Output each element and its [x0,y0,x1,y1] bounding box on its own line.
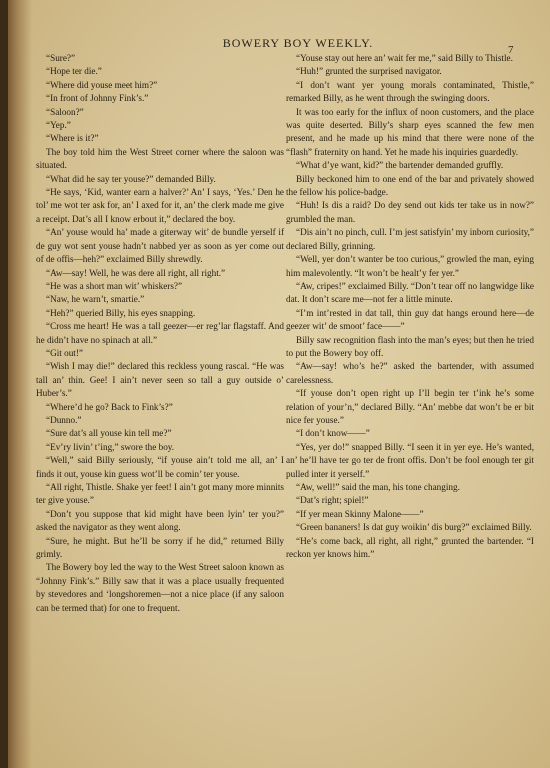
paragraph: “Aw, cripes!” exclaimed Billy. “Don’t tear off no langwidge like dat. It don’t scare me—not fer a little minute. [286,280,534,305]
paragraph: “Cross me heart! He was a tall geezer—er reg’lar flagstaff. And he didn’t have no spinach at all.” [36,321,284,345]
paragraph: “All right, Thistle. Shake yer feet! I ain’t got many more minnits ter give youse.” [36,482,284,506]
paragraph: The Bowery boy led the way to the West Street saloon known as “Johnny Fink’s.” Billy saw that it was a place usually frequented by stevedores and ‘longshoremen—not a nice place (if any saloon can be termed that) for one to frequent. [36,562,284,613]
paragraph: “An’ youse would ha’ made a giterway wit’ de bundle yerself if de guy wot sent youse hadn’t nabbed yer as soon as yer come out of de offis—heh?” exclaimed Billy shrewdly. [36,227,284,265]
page-number: 7 [508,44,514,56]
paragraph: “Aw, well!” said the man, his tone changing. [296,482,460,492]
paragraph: “Naw, he warn’t, smartie.” [46,294,145,305]
paragraph: “Huh! Is dis a raid? Do dey send out kids ter take us in now?” grumbled the man. [286,200,534,224]
paragraph: “Sure, he might. But he’ll be sorry if he did,” returned Billy grimly. [36,535,284,560]
paragraph: “Dat’s right; spiel!” [296,495,369,506]
paragraph: “Ev’ry livin’ t’ing,” swore the boy. [46,441,175,452]
paragraph: “Yes, yer do!” snapped Billy. “I seen it in yer eye. He’s wanted, an’ he’ll have ter go ter de front offis. Don’t be fool enough ter git pulled inter it yerself.” [286,441,534,479]
paragraph: “Green bananers! Is dat guy woikin’ dis burg?” exclaimed Billy. [296,522,532,533]
paragraph: “Well,” said Billy seriously, “if youse ain’t told me all, an’ I finds it out, youse kin guess wot’ll be comin’ ter youse. [36,455,284,479]
paragraph: “Where’d he go? Back to Fink’s?” [46,401,173,412]
paragraph: “Saloon?” [46,106,84,117]
paragraph: “He’s come back, all right, all right,” grunted the bartender. “I reckon yer knows him.” [286,535,534,560]
paragraph: The boy told him the West Street corner where the saloon was situated. [36,146,284,171]
paragraph: “Huh!” grunted the surprised navigator. [296,66,442,77]
paragraph: “Heh?” queried Billy, his eyes snapping. [46,307,196,318]
paragraph: “Wish I may die!” declared this reckless young rascal. “He was tall an’ thin. Gee! I ain’t never seen so tall a guy outside o’ Huber’s.” [36,361,284,399]
paragraph: “Where did youse meet him?” [46,79,158,90]
running-title: BOWERY BOY WEEKLY. [222,36,374,50]
paragraph: “Git out!” [46,347,83,358]
paragraph: “I’m int’rested in dat tall, thin guy dat hangs eround here—de geezer wit’ de smoot’ face——” [286,307,534,332]
paragraph: “I don’t know——” [296,428,370,439]
paragraph: “I don’t want yer young morals contaminated, Thistle,” remarked Billy, as he went through the swinging doors. [286,79,534,104]
page-spine-shadow [8,0,32,768]
right-column [286,52,534,561]
paragraph: “Aw—say! Well, he was dere all right, all right.” [46,267,226,278]
paragraph: “Sure?” [46,53,76,63]
paragraph: “What d’ye want, kid?” the bartender demanded gruffly. [296,160,504,171]
magazine-page [8,0,550,768]
paragraph: “In front of Johnny Fink’s.” [46,93,149,104]
paragraph: Billy saw recognition flash into the man’s eyes; but then he tried to put the Bowery boy off. [286,334,534,358]
paragraph: “What did he say ter youse?” demanded Billy. [46,173,216,184]
paragraph: “If yer mean Skinny Malone——” [296,508,424,519]
paragraph: “If youse don’t open right up I’ll begin ter t’ink he’s some relation of your’n,” declared Billy. “An’ mebbe dat won’t be er bit nice fer youse.” [286,388,534,425]
paragraph: “Where is it?” [46,133,99,144]
paragraph: “Sure dat’s all youse kin tell me?” [46,428,172,439]
paragraph: “He was a short man wit’ whiskers?” [46,280,183,291]
paragraph: “Don’t you suppose that kid might have been lyin’ ter you?” asked the navigator as they went along. [36,508,284,533]
paragraph: “Well, yer don’t wanter be too curious,” growled the man, eying him malevolently. “It won’t be healt’y fer yer.” [286,254,534,278]
paragraph: “Dis ain’t no pinch, cull. I’m jest satisfyin’ my inborn curiosity,” declared Billy, grinning. [286,227,534,251]
left-column [36,52,284,615]
paragraph: “Youse stay out here an’ wait fer me,” said Billy to Thistle. [296,53,513,63]
paragraph: “Yep.” [46,120,71,131]
paragraph: Billy beckoned him to one end of the bar and privately showed the fellow his police-badge. [286,173,534,198]
paragraph: It was too early for the influx of noon customers, and the place was quite deserted. Billy’s sharp eyes scanned the few men present, and he made up his mind that there were none of the “flash” fraternity on hand. Yet he made his inquiries guardedly. [286,106,534,157]
paragraph: “Hope ter die.” [46,66,102,77]
paragraph: “He says, ‘Kid, wanter earn a halver?’ An’ I says, ‘Yes.’ Den he tol’ me wot ter ask for, an’ I axed for it, an’ the clerk made me give a receipt. Dat’s all I know erbout it,” declared the boy. [36,187,284,224]
paragraph: “Aw—say! who’s he?” asked the bartender, with assumed carelessness. [286,361,534,385]
paragraph: “Dunno.” [46,414,82,425]
